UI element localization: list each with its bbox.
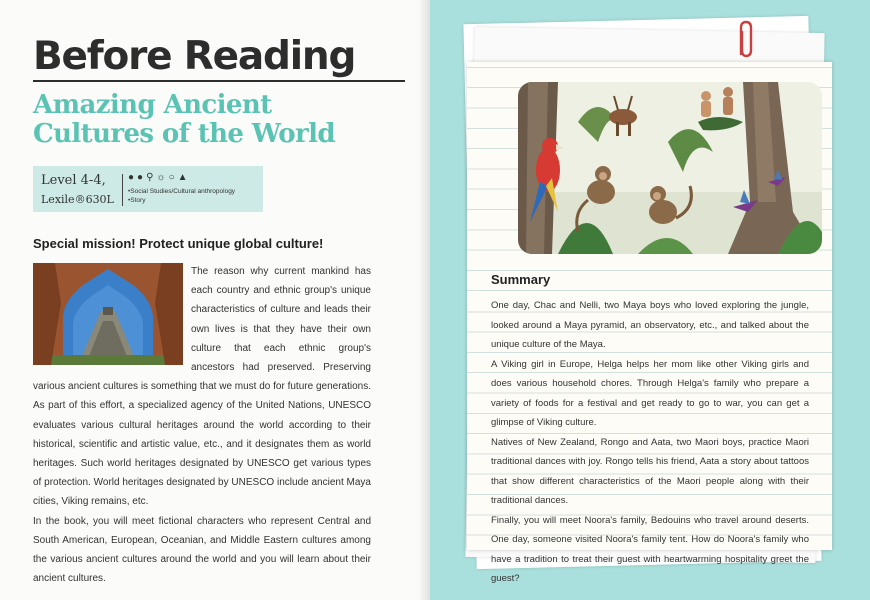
intro-paragraph: In the book, you will meet fictional characters who represent Central and South American, European, Oceanian, and Middle Eastern cultures among the various ancient cultures around the world and you will learn about their ancient cultures. <box>33 515 371 585</box>
people-icon: ●● <box>128 172 147 183</box>
subtitle-line-2: Cultures of the World <box>33 119 335 149</box>
subject-text <box>128 187 235 205</box>
paperclip-icon <box>735 20 757 60</box>
summary-heading: Summary <box>491 272 551 287</box>
intro-text <box>33 262 371 588</box>
book-subtitle <box>33 91 335 149</box>
photo-spacer <box>33 262 191 374</box>
lightbulb-icon: ☼ <box>156 172 169 183</box>
level-divider <box>122 174 123 206</box>
level-info-box <box>33 166 263 212</box>
genre-label: •Story <box>128 197 146 204</box>
level-label: Level 4-4, <box>41 173 106 188</box>
right-page <box>430 0 870 600</box>
jungle-illustration <box>518 82 822 254</box>
summary-paragraph: Finally, you will meet Noora's family, Bedouins who travel around deserts. One day, someone visited Noora's family tent. How do Noora's family who have a tradition to treat their guest with heartwarming hospitality greet the guest? <box>491 514 809 584</box>
summary-paragraph: A Viking girl in Europe, Helga helps her mom like other Viking girls and does various household chores. Through Helga's family who prepare a variety of foods for a festival and get ready to go to war, you can get a glimpse of Viking culture. <box>491 358 809 428</box>
subtitle-line-1: Amazing Ancient <box>33 90 272 120</box>
palette-icon: ○ <box>168 172 178 183</box>
subject-icons <box>128 172 191 183</box>
left-page <box>0 0 430 600</box>
summary-paragraph: One day, Chac and Nelli, two Maya boys who loved exploring the jungle, looked around a Maya pyramid, an observatory, etc., and talked about the unique culture of the Maya. <box>491 300 809 350</box>
microscope-icon: ⚲ <box>146 172 157 183</box>
lexile-label: Lexile®630L <box>41 193 114 206</box>
mission-heading: Special mission! Protect unique global culture! <box>33 236 324 251</box>
summary-paragraph: Natives of New Zealand, Rongo and Aata, two Maori boys, practice Maori traditional dances with joy. Rongo tells his friend, Aata a story about tattoos that show different characteristics of the Maori people along with their traditional dances. <box>491 436 809 506</box>
page-title: Before Reading <box>33 34 356 79</box>
tree-icon: ▲ <box>177 172 191 183</box>
intro-paragraph: The reason why current mankind has each country and ethnic group's unique characteristics of culture and leads their own lives is that they have their own culture that each ethnic group's ancestors had preserved. Preserving various ancient cultures is something that we must do for future generations. As part of this effort, a specialized agency of the United Nations, UNESCO evaluates various cultural heritages around the world according to their historical, scientific and artistic value, etc., and it designates them as world heritages. Such world heritages designated by UNESCO get various types of protection. World heritages designated by UNESCO include ancient Maya cities, Viking remains, etc. <box>33 266 371 508</box>
summary-text <box>491 296 809 589</box>
title-underline <box>33 80 405 82</box>
subject-label: •Social Studies/Cultural anthropology <box>128 188 236 195</box>
